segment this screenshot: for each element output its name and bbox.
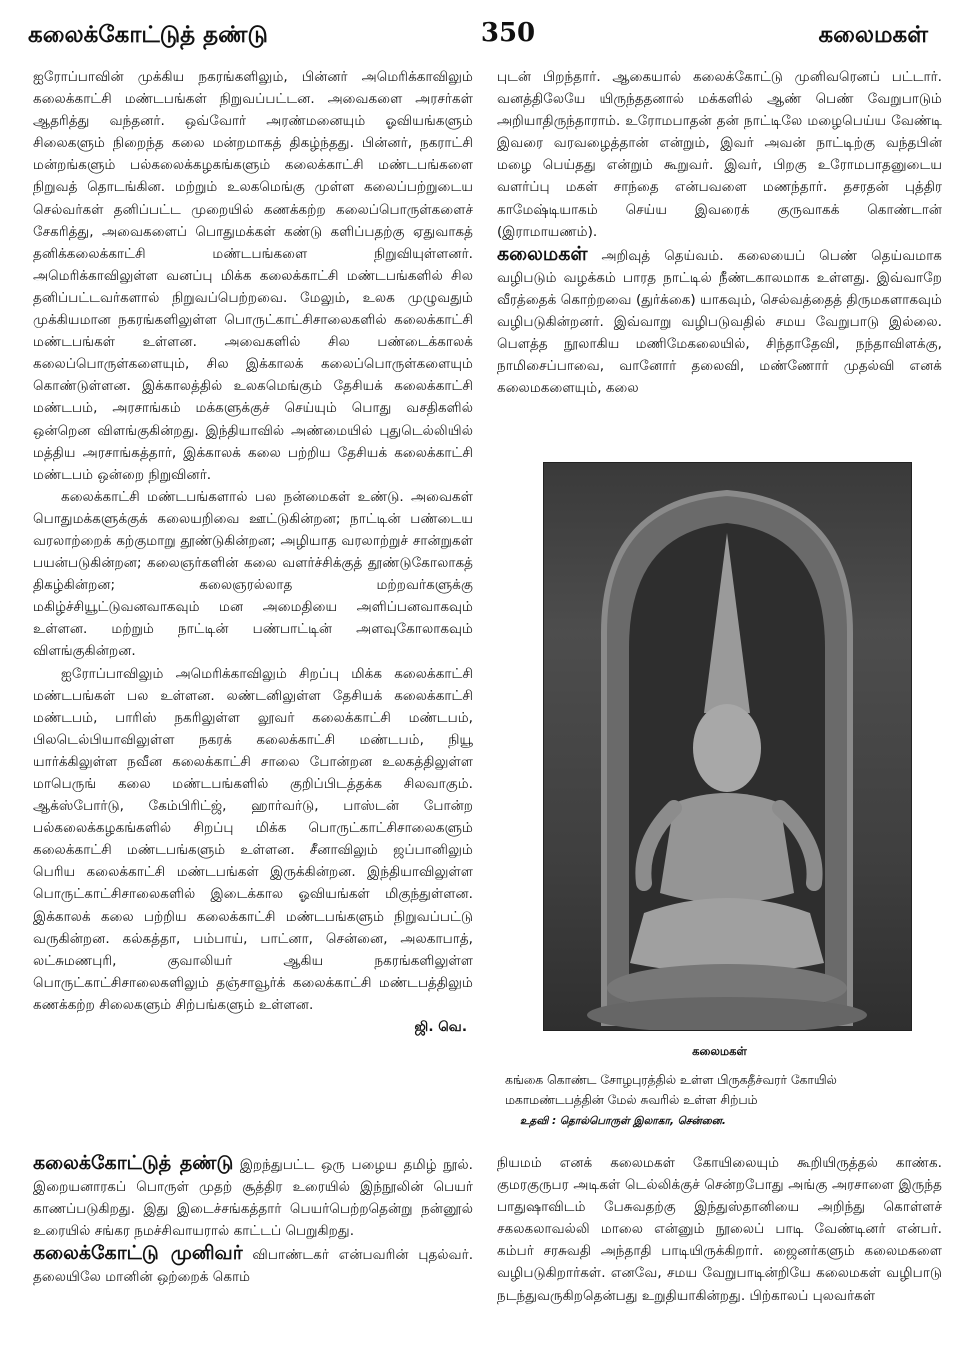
- entry-text-kalaikottu-munivar: விபாண்டகர் என்பவரின் புதல்வர். தலையிலே மானின் ஒற்றைக் கொம்: [33, 1247, 474, 1286]
- right-column-upper: [497, 66, 942, 399]
- figure-caption-text: கங்கை கொண்ட சோழபுரத்தில் உள்ள பிருகதீச்வரர் கோயில் மகாமண்டபத்தின் மேல் சுவரில் உள்ள சிற்பம்: [505, 1073, 837, 1107]
- paragraph-museums-history: ஐரோப்பாவின் முக்கிய நகரங்களிலும், பின்னர் அமெரிக்காவிலும் கலைக்காட்சி மண்டபங்கள் நிறுவப்பட்டன. அவைகளை அரசர்கள் ஆதரித்து வந்தனர். ஒவ்வோர் அரண்மனையும் ஓவியங்களும் சிலைகளும் நிறைந்த கலை மன்றமாகத் திகழ்ந்தது. பின்னர், நகராட்சி மன்றங்களும் பல்கலைக்கழகங்களும் கலைக்காட்சி மண்டபங்களை நிறுவத் தொடங்கின. மற்றும் உலகமெங்கு முள்ள கலைப்பற்றுடைய செல்வர்கள் தனிப்பட்ட முறையில் கணக்கற்ற கலைப்பொருள்களைச் சேகரித்து, அவைகளைப் பொதுமக்கள் கண்டு களிப்பதற்கு ஏதுவாகத் தனிக்கலைக்காட்சி மண்டபங்களை நிறுவியுள்ளனர். அமெரிக்காவிலுள்ள வனப்பு மிக்க கலைக்காட்சி மண்டபங்களில் சில தனிப்பட்டவர்களால் நிறுவப்பெற்றவை. மேலும், உலக முழுவதும் முக்கியமான நகரங்களிலுள்ள பொருட்காட்சிசாலைகளில் கலைக்காட்சி மண்டபங்கள் உள்ளன. அவைகளில் சில பண்டைக்காலக் கலைப்பொருள்களையும், சில இக்காலக் கலைப்பொருள்களையும் கொண்டுள்ளன. இக்காலத்தில் உலகமெங்கும் தேசியக் கலைக்காட்சி மண்டபம், அரசாங்கம் மக்களுக்குச் செய்யும் பொது வசதிகளில் ஒன்றென விளங்குகின்றது. இந்தியாவில் அண்மையில் புதுடெல்லியில் மத்திய அரசாங்கத்தார், இக்காலக் கலை பற்றிய தேசியக் கலைக்காட்சி மண்டபம் ஒன்றை நிறுவினர்.: [33, 69, 473, 483]
- goddess-sculpture-image: [544, 463, 911, 1030]
- author-signature: ஜி. வெ.: [414, 1019, 467, 1036]
- page-header: [28, 18, 948, 58]
- right-column-lower: [497, 1152, 942, 1307]
- entry-kalaimagal: [497, 243, 942, 400]
- paragraph-munivar-continuation: புடன் பிறந்தார். ஆகையால் கலைக்கோட்டு முனிவரெனப் பட்டார். வனத்திலேயே யிருந்ததனால் மக்களில் ஆண் பெண் வேறுபாடும் அறியாதிருந்தாராம். உரோமபாதன் தன் நாட்டிலே மழைபெய்ய வேண்டி இவரை வரவழைத்தான் என்றும், இவர் அவன் நாட்டிற்கு வந்தபின் மழை பெய்தது என்றும் கூறுவர். இவர், பிறகு உரோமபாதனுடைய வளர்ப்பு மகள் சாந்தை என்பவளை மணந்தார். தசரதன் புத்திர காமேஷ்டியாகம் செய்ய இவரைக் குருவாகக் கொண்டான் (இராமாயணம்).: [497, 69, 942, 240]
- sculpture-photo: [543, 462, 912, 1031]
- header-left-title: கலைக்கோட்டுத் தண்டு: [28, 22, 268, 48]
- left-column-upper: [33, 66, 473, 1038]
- paragraph-famous-museums: ஐரோப்பாவிலும் அமெரிக்காவிலும் சிறப்பு மிக்க கலைக்காட்சி மண்டபங்கள் பல உள்ளன. லண்டனிலுள்ள தேசியக் கலைக்காட்சி மண்டபம், பாரிஸ் நகரிலுள்ள லூவர் கலைக்காட்சி மண்டபம், பிலடெல்பியாவிலுள்ள நகரக் கலைக்காட்சி மண்டபம், நியூ யார்க்கிலுள்ள நவீன கலைக்காட்சி சாலை போன்றன உலகத்திலுள்ள மாபெருங் கலை மண்டபங்களில் குறிப்பிடத்தக்க சிலவாகும். ஆக்ஸ்போர்டு, கேம்பிரிட்ஜ், ஹார்வர்டு, பாஸ்டன் போன்ற பல்கலைக்கழகங்களில் சிறப்பு மிக்க பொருட்காட்சிசாலைகளும் கலைக்காட்சி மண்டபங்களும் உள்ளன. சீனாவிலும் ஜப்பானிலும் பெரிய கலைக்காட்சி மண்டபங்கள் இருக்கின்றன. இந்தியாவிலுள்ள பொருட்காட்சிசாலைகளில் இடைக்கால ஓவியங்கள் மிகுந்துள்ளன. இக்காலக் கலை பற்றிய கலைக்காட்சி மண்டபங்களும் நிறுவப்பட்டு வருகின்றன. கல்கத்தா, பம்பாய், பாட்னா, சென்னை, அலகாபாத், லட்சுமணபுரி, குவாலியர் ஆகிய நகரங்களிலுள்ள பொருட்காட்சிசாலைகளிலும் தஞ்சாவூர்க் கலைக்காட்சி மண்டபத்திலும் கணக்கற்ற சிலைகளும் சிற்பங்களும் உள்ளன.: [33, 665, 473, 1013]
- figure-caption-title: கலைமகள்: [692, 1044, 747, 1058]
- entry-kalaikottu-munivar: [33, 1242, 473, 1288]
- entry-text-kalaikottu-thandu: இறந்துபட்ட ஒரு பழைய தமிழ் நூல். இறையனாரகப் பொருள் முதற் சூத்திர உரையில் இந்நூலின் பெயர் காணப்படுகிறது. இது இடைச்சங்கத்தார் பெயர்பெற்றதென்று நன்னூல் உரையில் சங்கர நமச்சிவாயரால் காட்டப் பெறுகிறது.: [33, 1157, 474, 1240]
- paragraph-museum-benefits: கலைக்காட்சி மண்டபங்களால் பல நன்மைகள் உண்டு. அவைகள் பொதுமக்களுக்குக் கலையறிவை ஊட்டுகின்றன; நாட்டின் பண்டைய வரலாற்றைக் கற்குமாறு தூண்டுகின்றன; அழியாத வரலாற்றுச் சான்றுகள் பயன்படுகின்றன; கலைஞர்களின் கலை வளர்ச்சிக்குத் தூண்டுகோலாகத் திகழ்கின்றன; கலைஞரல்லாத மற்றவர்களுக்கு மகிழ்ச்சியூட்டுவனவாகவும் மன அமைதியை அளிப்பனவாகவும் உள்ளன. மற்றும் நாட்டின் பண்பாட்டின் அளவுகோலாகவும் விளங்குகின்றன.: [33, 488, 473, 660]
- entry-head-kalaikottu-thandu: கலைக்கோட்டுத் தண்டு: [33, 1152, 234, 1174]
- header-right-title: கலைமகள்: [818, 22, 928, 48]
- entry-text-kalaimagal: அறிவுத் தெய்வம். கலையைப் பெண் தெய்வமாக வழிபடும் வழக்கம் பாரத நாட்டில் நீண்டகாலமாக உள்ளது. இவ்வாறே வீரத்தைக் கொற்றவை (துர்க்கை) யாகவும், செல்வத்தைத் திருமகளாகவும் வழிபடுகின்றனர். இவ்வாறு வழிபடுவதில் சமய வேறுபாடு இல்லை. பௌத்த நூலாகிய மணிமேகலையில், சிந்தாதேவி, நந்தாவிளக்கு, நாமிசைப்பாவை, வானோர் தலைவி, மண்ணோர் முதல்வி எனக் கலைமகளையும், கலை: [497, 247, 942, 397]
- left-column-lower: [33, 1152, 473, 1289]
- entry-head-kalaimagal: கலைமகள்: [497, 242, 588, 265]
- figure-credit: உதவி : தொல்பொருள் இலாகா, சென்னை.: [520, 1115, 726, 1127]
- entry-kalaikottu-thandu: [33, 1152, 473, 1242]
- entry-head-kalaikottu-munivar: கலைக்கோட்டு முனிவர்: [33, 1242, 243, 1265]
- paragraph-kalaimagal-worship: நியமம் எனக் கலைமகள் கோயிலையும் கூறியிருத்தல் காண்க. குமரகுருபர அடிகள் டெல்லிக்குச் சென்றபோது அங்கு அரசாளை இருந்த பாதுஷாவிடம் பேசுவதற்கு இந்துஸ்தானியை அறிந்து கொள்ளச் சகலகலாவல்லி மாலை என்னும் நூலைப் பாடி வேண்டினர் என்பர். கம்பர் சரசுவதி அந்தாதி பாடியிருக்கிறார். ஜைனர்களும் கலைமகளை வழிபடுகிறார்கள். எனவே, சமய வேறுபாடின்றியே கலைமகள் வழிபாடு நடந்துவருகிறதென்பது உறுதியாகின்றது. பிற்காலப் புலவர்கள்: [497, 1155, 942, 1304]
- page-number: 350: [480, 18, 536, 48]
